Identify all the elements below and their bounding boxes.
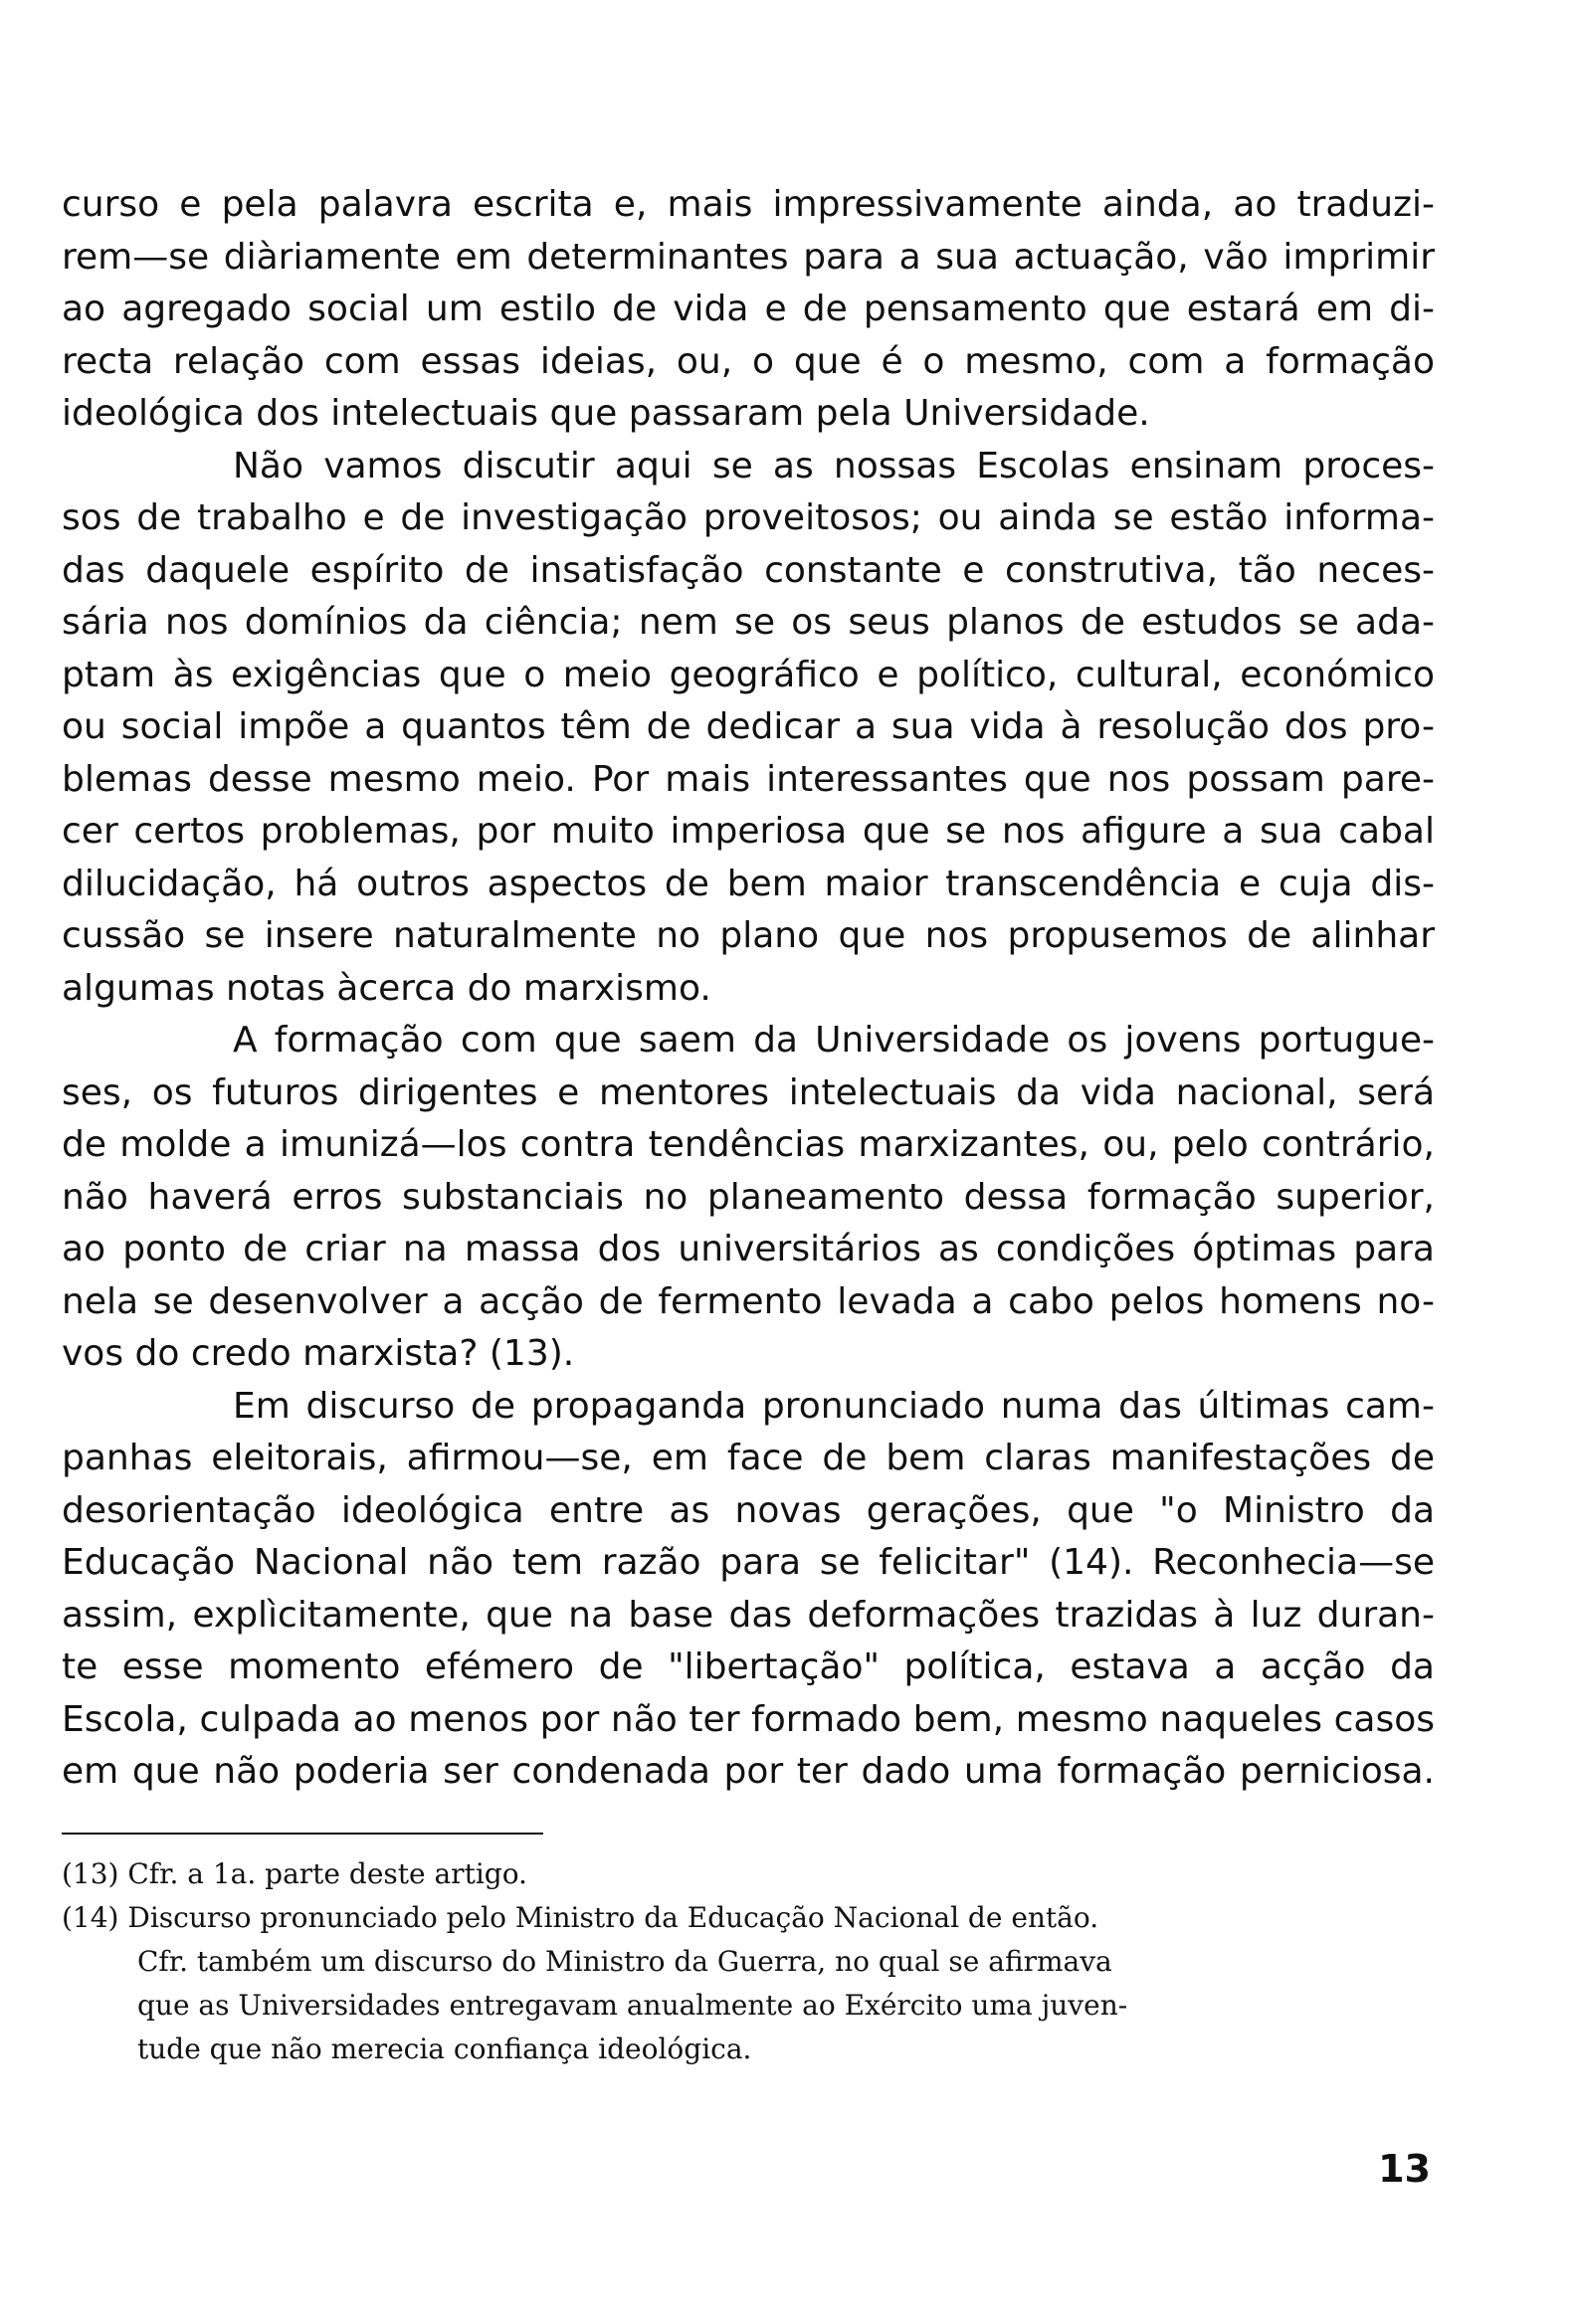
- footnote-divider: [62, 1833, 543, 1835]
- paragraph-2: [62, 441, 1435, 1016]
- text-line: vos do credo marxista? (13).: [62, 1333, 575, 1374]
- text-line: em que não poderia ser condenada por ter dado uma formação perniciosa.: [62, 1751, 1435, 1792]
- text-line: cussão se insere naturalmente no plano que nos propusemos de alinhar: [62, 915, 1435, 956]
- text-line: Escola, culpada ao menos por não ter formado bem, mesmo naqueles casos: [62, 1698, 1435, 1740]
- footnote-14-continuation: Cfr. também um discurso do Ministro da Guerra, no qual se afirmava: [137, 1945, 1112, 1978]
- text-line: blemas desse mesmo meio. Por mais interessantes que nos possam pare-: [62, 758, 1435, 800]
- text-line: ptam às exigências que o meio geográfico e político, cultural, económico: [62, 654, 1435, 695]
- text-line: te esse momento efémero de "libertação" política, estava a acção da: [62, 1646, 1435, 1687]
- text-line: Não vamos discutir aqui se as nossas Escolas ensinam proces-: [233, 445, 1435, 486]
- text-line: ou social impõe a quantos têm de dedicar a sua vida à resolução dos pro-: [62, 706, 1435, 747]
- text-line: de molde a imunizá—los contra tendências marxizantes, ou, pelo contrário,: [62, 1124, 1435, 1165]
- text-line: A formação com que saem da Universidade os jovens portugue-: [233, 1020, 1435, 1061]
- paragraph-3: [62, 1015, 1435, 1381]
- text-line: desorientação ideológica entre as novas gerações, que "o Ministro da: [62, 1489, 1435, 1531]
- text-line: recta relação com essas ideias, ou, o que é o mesmo, com a formação: [62, 340, 1435, 382]
- paragraph-4: [62, 1381, 1435, 1799]
- footnote-14-continuation: tude que não merecia confiança ideológica.: [137, 2033, 752, 2065]
- text-line: ideológica dos intelectuais que passaram pela Universidade.: [62, 393, 1150, 434]
- text-line: rem—se diàriamente em determinantes para a sua actuação, vão imprimir: [62, 236, 1435, 278]
- paragraph-1: [62, 179, 1435, 441]
- text-line: algumas notas àcerca do marxismo.: [62, 967, 711, 1009]
- text-line: dilucidação, há outros aspectos de bem maior transcendência e cuja dis-: [62, 863, 1435, 904]
- text-line: panhas eleitorais, afirmou—se, em face de bem claras manifestações de: [62, 1438, 1435, 1478]
- text-line: das daquele espírito de insatisfação constante e construtiva, tão neces-: [62, 549, 1435, 591]
- page-number: 13: [1378, 2147, 1431, 2191]
- text-line: Em discurso de propaganda pronunciado numa das últimas cam-: [233, 1385, 1435, 1427]
- footnote-14-continuation: que as Universidades entregavam anualmente ao Exército uma juven-: [137, 1989, 1128, 2022]
- text-line: não haverá erros substanciais no planeamento dessa formação superior,: [62, 1176, 1435, 1218]
- text-line: curso e pela palavra escrita e, mais impressivamente ainda, ao traduzi-: [62, 184, 1435, 225]
- text-line: ao agregado social um estilo de vida e de pensamento que estará em di-: [62, 289, 1435, 329]
- text-line: ses, os futuros dirigentes e mentores intelectuais da vida nacional, será: [62, 1071, 1435, 1113]
- body-text: [62, 179, 1435, 1799]
- text-line: sos de trabalho e de investigação proveitosos; ou ainda se estão informa-: [62, 497, 1435, 538]
- text-line: ao ponto de criar na massa dos universitários as condições óptimas para: [62, 1229, 1435, 1269]
- text-line: nela se desenvolver a acção de fermento levada a cabo pelos homens no-: [62, 1280, 1435, 1322]
- text-line: sária nos domínios da ciência; nem se os seus planos de estudos se ada-: [62, 602, 1435, 643]
- footnote-14: (14) Discurso pronunciado pelo Ministro da Educação Nacional de então.: [62, 1901, 1099, 1934]
- footnote-13: (13) Cfr. a 1a. parte deste artigo.: [62, 1857, 527, 1890]
- text-line: assim, explìcitamente, que na base das deformações trazidas à luz duran-: [62, 1594, 1435, 1636]
- text-line: cer certos problemas, por muito imperiosa que se nos afigure a sua cabal: [62, 811, 1435, 852]
- footnotes: [62, 1852, 1425, 2071]
- text-line: Educação Nacional não tem razão para se felicitar" (14). Reconhecia—se: [62, 1542, 1435, 1583]
